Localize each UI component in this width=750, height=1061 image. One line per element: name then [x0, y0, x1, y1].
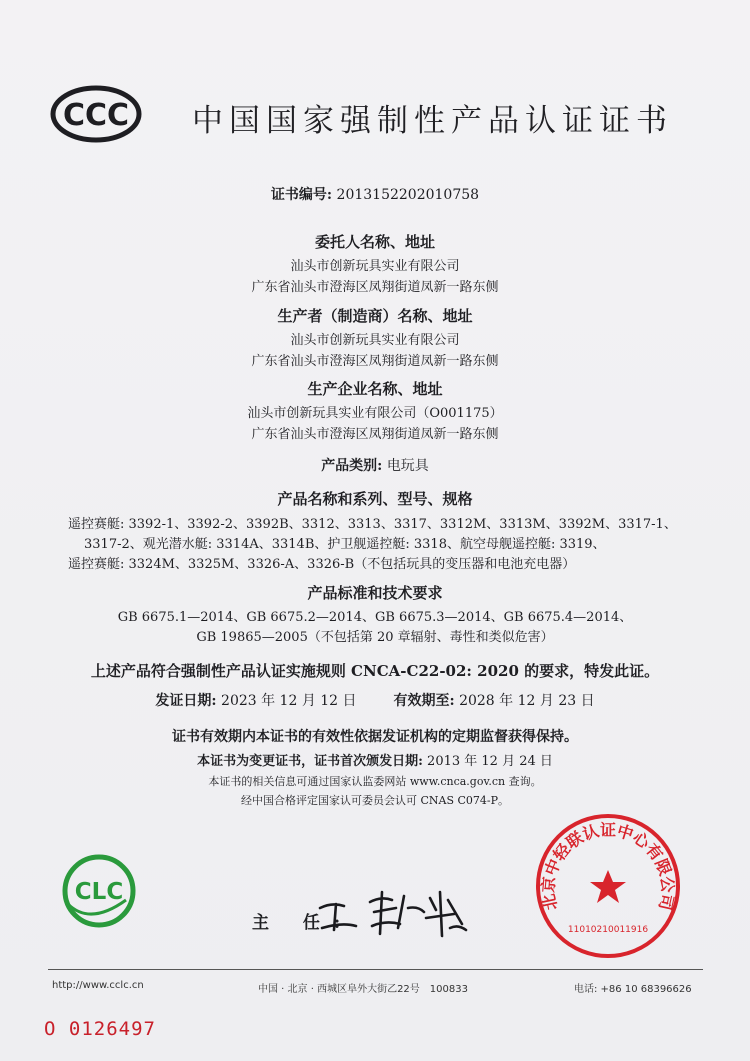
factory-address: 广东省汕头市澄海区凤翔街道凤新一路东侧 [251, 427, 499, 442]
product-line-2: 3317-2、观光潜水艇: 3314A、3314B、护卫舰遥控艇: 3318、航空母舰遥控艇: 3319、 [84, 537, 606, 552]
serial-number: O 0126497 [44, 1018, 156, 1040]
manufacturer-heading: 生产者（制造商）名称、地址 [277, 307, 473, 325]
change-info [0, 750, 750, 769]
factory-name: 汕头市创新玩具实业有限公司（O001175） [247, 406, 503, 421]
standards-line-1: GB 6675.1—2014、GB 6675.2—2014、GB 6675.3—2014、GB 6675.4—2014、 [117, 610, 633, 625]
standards-line-2: GB 19865—2005（不包括第 20 章辐射、毒性和类似危害） [196, 630, 554, 645]
standards-heading: 产品标准和技术要求 [307, 584, 443, 602]
footer-divider [48, 969, 703, 970]
client-name: 汕头市创新玩具实业有限公司 [290, 259, 460, 274]
client-address: 广东省汕头市澄海区凤翔街道凤新一路东侧 [251, 280, 499, 295]
factory-heading: 生产企业名称、地址 [307, 380, 443, 398]
validity-notice: 证书有效期内本证书的有效性依据发证机构的定期监督获得保持。 [172, 729, 578, 745]
director-signature-icon [312, 878, 472, 942]
footer-url: http://www.cclc.cn [52, 980, 144, 991]
client-heading: 委托人名称、地址 [314, 233, 435, 251]
change-info-label: 本证书为变更证书，证书首次颁发日期: [197, 754, 423, 769]
svg-text:CLC: CLC [74, 879, 124, 905]
manufacturer-name: 汕头市创新玩具实业有限公司 [290, 333, 460, 348]
note-cnas: 经中国合格评定国家认可委员会认可 CNAS C074-P。 [240, 794, 510, 807]
director-label: 主 任: [252, 913, 355, 933]
product-category [0, 455, 750, 475]
product-category-value: 电玩具 [386, 458, 429, 474]
footer-address: 中国 · 北京 · 西城区阜外大街乙22号 100833 [258, 984, 468, 995]
certificate-number [0, 184, 750, 204]
note-website: 本证书的相关信息可通过国家认监委网站 www.cnca.gov.cn 查询。 [208, 775, 542, 788]
svg-text:CCC: CCC [62, 98, 130, 133]
manufacturer-address: 广东省汕头市澄海区凤翔街道凤新一路东侧 [251, 354, 499, 369]
expiry-date-value: 2028 年 12 月 23 日 [459, 693, 595, 709]
issue-date-label: 发证日期: [155, 693, 217, 709]
issue-date-value: 2023 年 12 月 12 日 [221, 693, 357, 709]
svg-text:北京中轻联认证中心有限公司: 北京中轻联认证中心有限公司 [538, 820, 678, 912]
ccc-logo-icon [50, 85, 142, 143]
dates-row [0, 690, 750, 710]
svg-text:1101021001191​6: 1101021001191​6 [567, 925, 649, 935]
official-seal-icon [534, 812, 682, 960]
product-category-label: 产品类别: [321, 458, 383, 474]
certificate-number-label: 证书编号: [270, 187, 333, 203]
expiry-date-label: 有效期至: [393, 693, 455, 709]
product-line-3: 遥控赛艇: 3324M、3325M、3326-A、3326-B（不包括玩具的变压器和电池充电器） [68, 557, 576, 572]
compliance-statement: 上述产品符合强制性产品认证实施规则 CNCA-C22-02: 2020 的要求，特发此证。 [90, 662, 660, 680]
first-issue-date: 2013 年 12 月 24 日 [427, 754, 553, 769]
product-heading: 产品名称和系列、型号、规格 [277, 490, 473, 508]
certificate-title: 中国国家强制性产品认证证书 [192, 103, 673, 139]
footer-phone: 电话: +86 10 68396626 [574, 984, 692, 995]
certificate-number-value: 2013152202010758 [336, 187, 480, 203]
clc-logo-icon [60, 852, 138, 930]
product-line-1: 遥控赛艇: 3392-1、3392-2、3392B、3312、3313、3317、3312M、3313M、3392M、3317-1、 [68, 517, 677, 532]
